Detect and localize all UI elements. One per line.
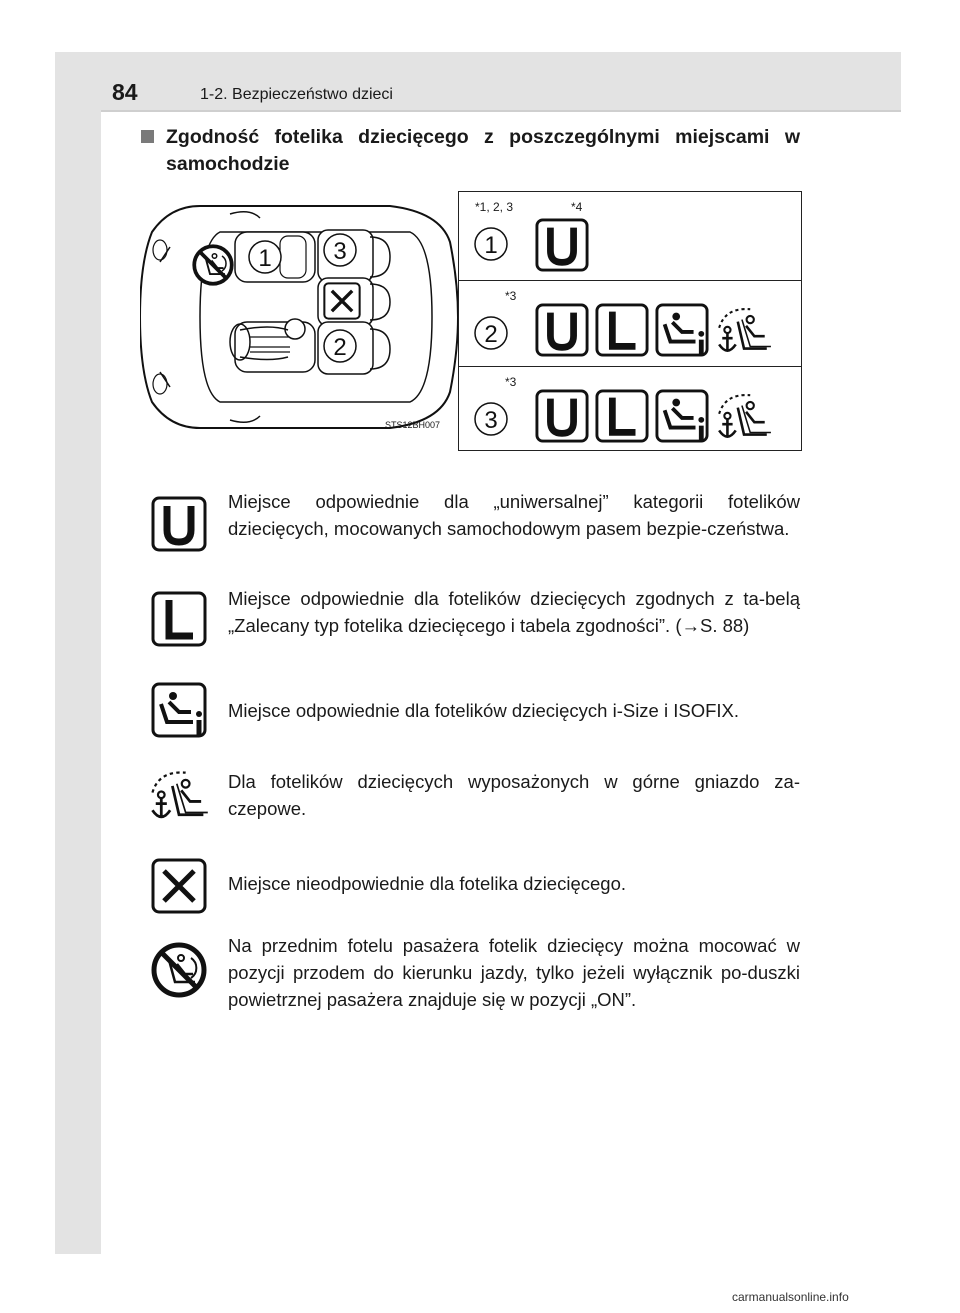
no-child-seat-icon	[194, 246, 232, 284]
legend-top-tether-text: Dla fotelików dziecięcych wyposażonych w górne gniazdo za-czepowe.	[228, 771, 800, 819]
seat-number-2-icon	[473, 315, 509, 351]
top-tether-icon	[715, 303, 773, 361]
legend-not-suitable-text: Miejsce nieodpowiednie dla fotelika dziecięcego.	[228, 873, 626, 894]
legend-no-child-seat-text: Na przednim fotelu pasażera fotelik dziecięcy można mocować w pozycji przodem do kierunku jazdy, tylko jeżeli wyłącznik po-duszki powietrznej pasażera znajduje się w pozycji „ON”.	[228, 935, 800, 1010]
isofix-icon	[655, 303, 709, 357]
table-seat-number: 1	[484, 232, 498, 259]
car-seat-diagram	[140, 192, 458, 442]
section-title: Zgodność fotelika dziecięcego z poszczególnymi miejscami w samochodzie	[166, 126, 800, 175]
universal-icon	[535, 389, 589, 443]
legend-isofix-text: Miejsce odpowiednie dla fotelików dziecięcych i-Size i ISOFIX.	[228, 700, 740, 721]
top-tether-icon	[715, 389, 773, 447]
diagram-code: STS12BH007	[385, 420, 441, 430]
seat-compatibility-table	[458, 191, 802, 451]
row-note: *1, 2, 3	[475, 200, 514, 214]
legend-isofix-icon	[151, 682, 207, 738]
table-row-seat-1	[459, 192, 801, 281]
chapter-title: 1-2. Bezpieczeństwo dzieci	[200, 86, 393, 103]
table-seat-number: 3	[484, 407, 498, 434]
seat-number-3-label: 3	[333, 238, 347, 265]
legend-universal-text: Miejsce odpowiednie dla „uniwersalnej” kategorii fotelików dziecięcych, mocowanych samochodowym pasem bezpie-czeństwa.	[228, 491, 800, 539]
table-seat-number: 2	[484, 321, 498, 348]
l-category-icon	[595, 303, 649, 357]
header-divider	[101, 110, 901, 112]
legend-l-category-icon	[151, 591, 207, 647]
row-note: *4	[571, 200, 583, 214]
legend-not-suitable-icon	[151, 858, 207, 914]
legend-l-category-text: Miejsce odpowiednie dla fotelików dziecięcych zgodnych z ta-belą „Zalecany typ fotelika dziecięcego i tabela zgodności”. (→S. 88)	[228, 588, 800, 636]
table-row-seat-3	[459, 367, 801, 452]
l-category-icon	[595, 389, 649, 443]
seat-number-2-label: 2	[333, 334, 347, 361]
table-row-seat-2	[459, 281, 801, 367]
legend-no-child-seat-icon	[151, 942, 207, 998]
row-note: *3	[505, 289, 517, 303]
legend-universal-icon	[151, 496, 207, 552]
not-suitable-icon	[324, 283, 359, 318]
page-number: 84	[112, 79, 138, 105]
universal-icon	[535, 303, 589, 357]
page-sidebar	[55, 52, 101, 1254]
section-bullet-icon	[141, 130, 154, 143]
isofix-icon	[655, 389, 709, 443]
watermark: carmanualsonline.info	[732, 1290, 849, 1304]
seat-number-3-icon	[473, 401, 509, 437]
row-note: *3	[505, 375, 517, 389]
seat-number-1-label: 1	[258, 245, 272, 272]
legend-top-tether-icon	[148, 766, 210, 828]
universal-icon	[535, 218, 589, 272]
seat-number-1-icon	[473, 226, 509, 262]
